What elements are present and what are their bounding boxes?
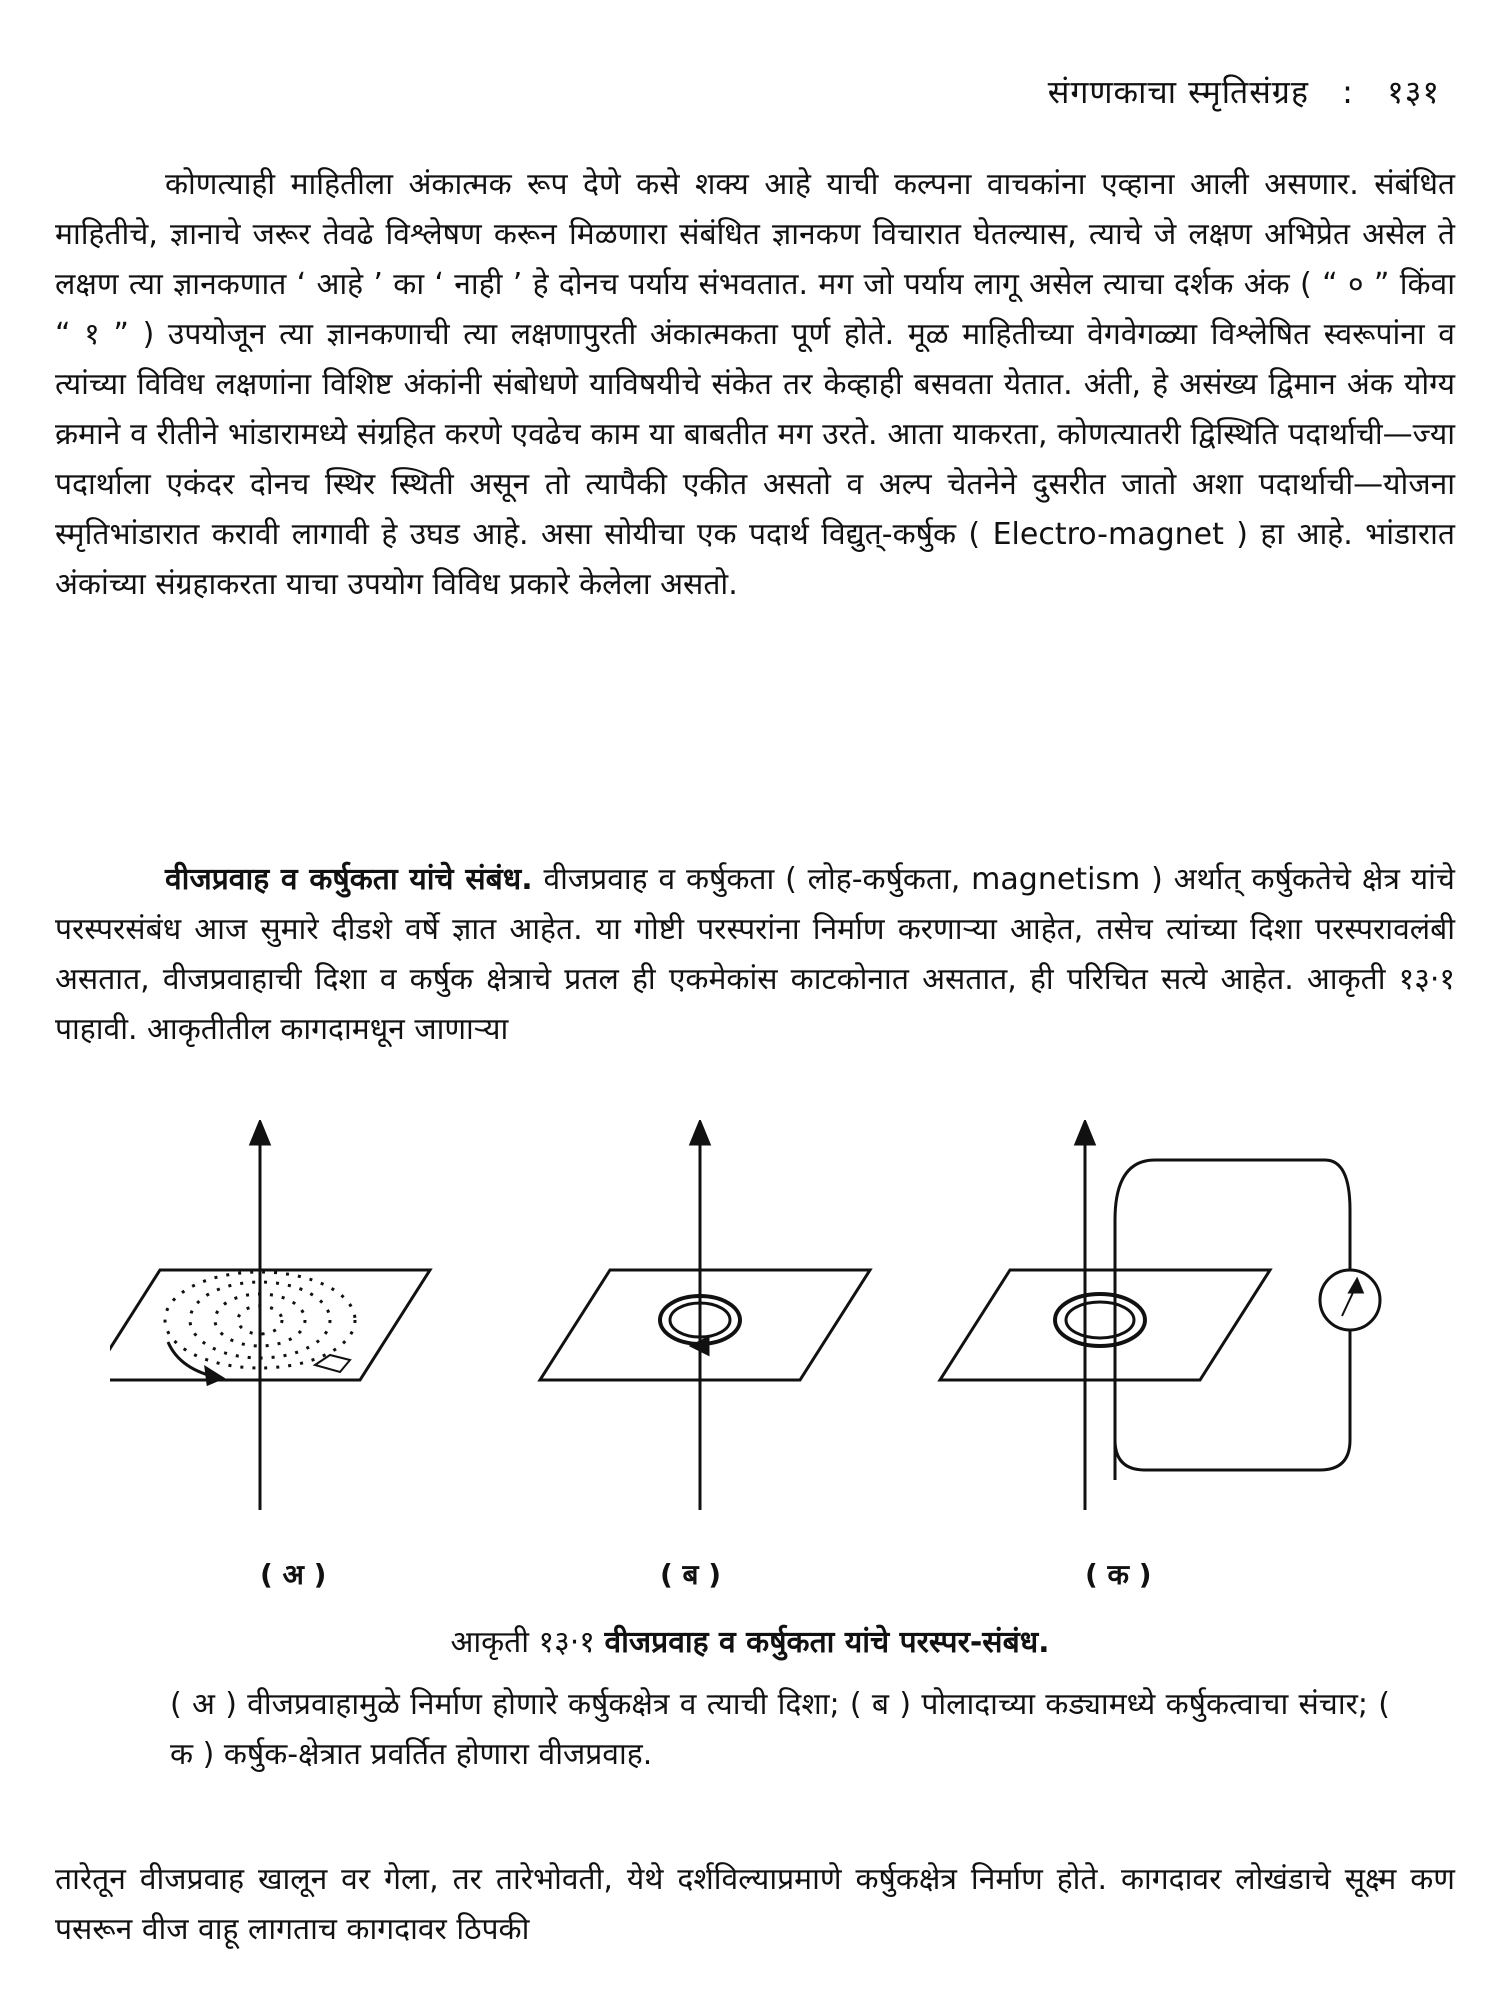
figure-title: वीजप्रवाह व कर्षुकता यांचे परस्पर-संबंध. [604,1625,1050,1660]
paragraph-2-text: वीजप्रवाह व कर्षुकता ( लोह-कर्षुकता, magnetism ) अर्थात् कर्षुकतेचे क्षेत्र यांचे परस्परसंबंध आज सुमारे दीडशे वर्षे ज्ञात आहेत. या गोष्टी परस्परांना निर्माण करणाऱ्या आहेत, तसेच त्यांच्या दिशा परस्परावलंबी असतात, वीजप्रवाहाची दिशा व कर्षुक क्षेत्राचे प्रतल ही एकमेकांस काटकोनात असतात, ही परिचित सत्ये आहेत. आकृती १३·१ पाहावी. आकृतीतील कागदामधून जाणाऱ्या [55,862,1455,1047]
figure-label-c: ( क ) [1085,1558,1152,1591]
figure-caption-body: ( अ ) वीजप्रवाहामुळे निर्माण होणारे कर्षुकक्षेत्र व त्याची दिशा; ( ब ) पोलादाच्या कड्यामध्ये कर्षुकत्वाचा संचार; ( क ) कर्षुक-क्षेत्रात प्रवर्तित होणारा वीजप्रवाह. [170,1687,1390,1772]
running-title: संगणकाचा स्मृतिसंग्रह [1047,73,1309,111]
figure-caption-title [0,1620,1500,1661]
panel-b-diagram [540,1122,870,1510]
paragraph-3: तारेतून वीजप्रवाह खालून वर गेला, तर तारेभोवती, येथे दर्शविल्याप्रमाणे कर्षुकक्षेत्र निर्माण होते. कागदावर लोखंडाचे सूक्ष्म कण पसरून वीज वाहू लागताच कागदावर ठिपकी [55,1862,1455,1947]
figure-diagram [110,1120,1410,1540]
figure-label-b: ( ब ) [660,1558,722,1591]
paragraph-1: कोणत्याही माहितीला अंकात्मक रूप देणे कसे शक्य आहे याची कल्पना वाचकांना एव्हाना आली असणार. संबंधित माहितीचे, ज्ञानाचे जरूर तेवढे विश्लेषण करून मिळणारा संबंधित ज्ञानकण विचारात घेतल्यास, त्याचे जे लक्षण अभिप्रेत असेल ते लक्षण त्या ज्ञानकणात ‘ आहे ’ का ‘ नाही ’ हे दोनच पर्याय संभवतात. मग जो पर्याय लागू असेल त्याचा दर्शक अंक ( “ ० ” किंवा “ १ ” ) उपयोजून त्या ज्ञानकणाची त्या लक्षणापुरती अंकात्मकता पूर्ण होते. मूळ माहितीच्या वेगवेगळ्या विश्लेषित स्वरूपांना व त्यांच्या विविध लक्षणांना विशिष्ट अंकांनी संबोधणे याविषयीचे संकेत तर केव्हाही बसवता येतात. अंती, हे असंख्य द्विमान अंक योग्य क्रमाने व रीतीने भांडारामध्ये संग्रहित करणे एवढेच काम या बाबतीत मग उरते. आता याकरता, कोणत्यातरी द्विस्थिति पदार्थाची—ज्या पदार्थाला एकंदर दोनच स्थिर स्थिती असून तो त्यापैकी एकीत असतो व अल्प चेतनेने दुसरीत जातो अशा पदार्थाची—योजना स्मृतिभांडारात करावी लागावी हे उघड आहे. असा सोयीचा एक पदार्थ विद्युत्-कर्षुक ( Electro-magnet ) हा आहे. भांडारात अंकांच्या संग्रहाकरता याचा उपयोग विविध प्रकारे केलेला असतो. [55,167,1455,602]
panel-c-diagram [940,1122,1380,1510]
figure-label-a: ( अ ) [260,1558,327,1591]
header-separator: : [1342,73,1354,111]
page-number: १३१ [1387,73,1440,111]
section-heading: वीजप्रवाह व कर्षुकता यांचे संबंध. [165,862,533,897]
panel-a-diagram [110,1122,430,1510]
running-header [1048,70,1440,113]
paragraph-2 [55,855,1455,1055]
figure-number: आकृती १३·१ [450,1625,595,1660]
